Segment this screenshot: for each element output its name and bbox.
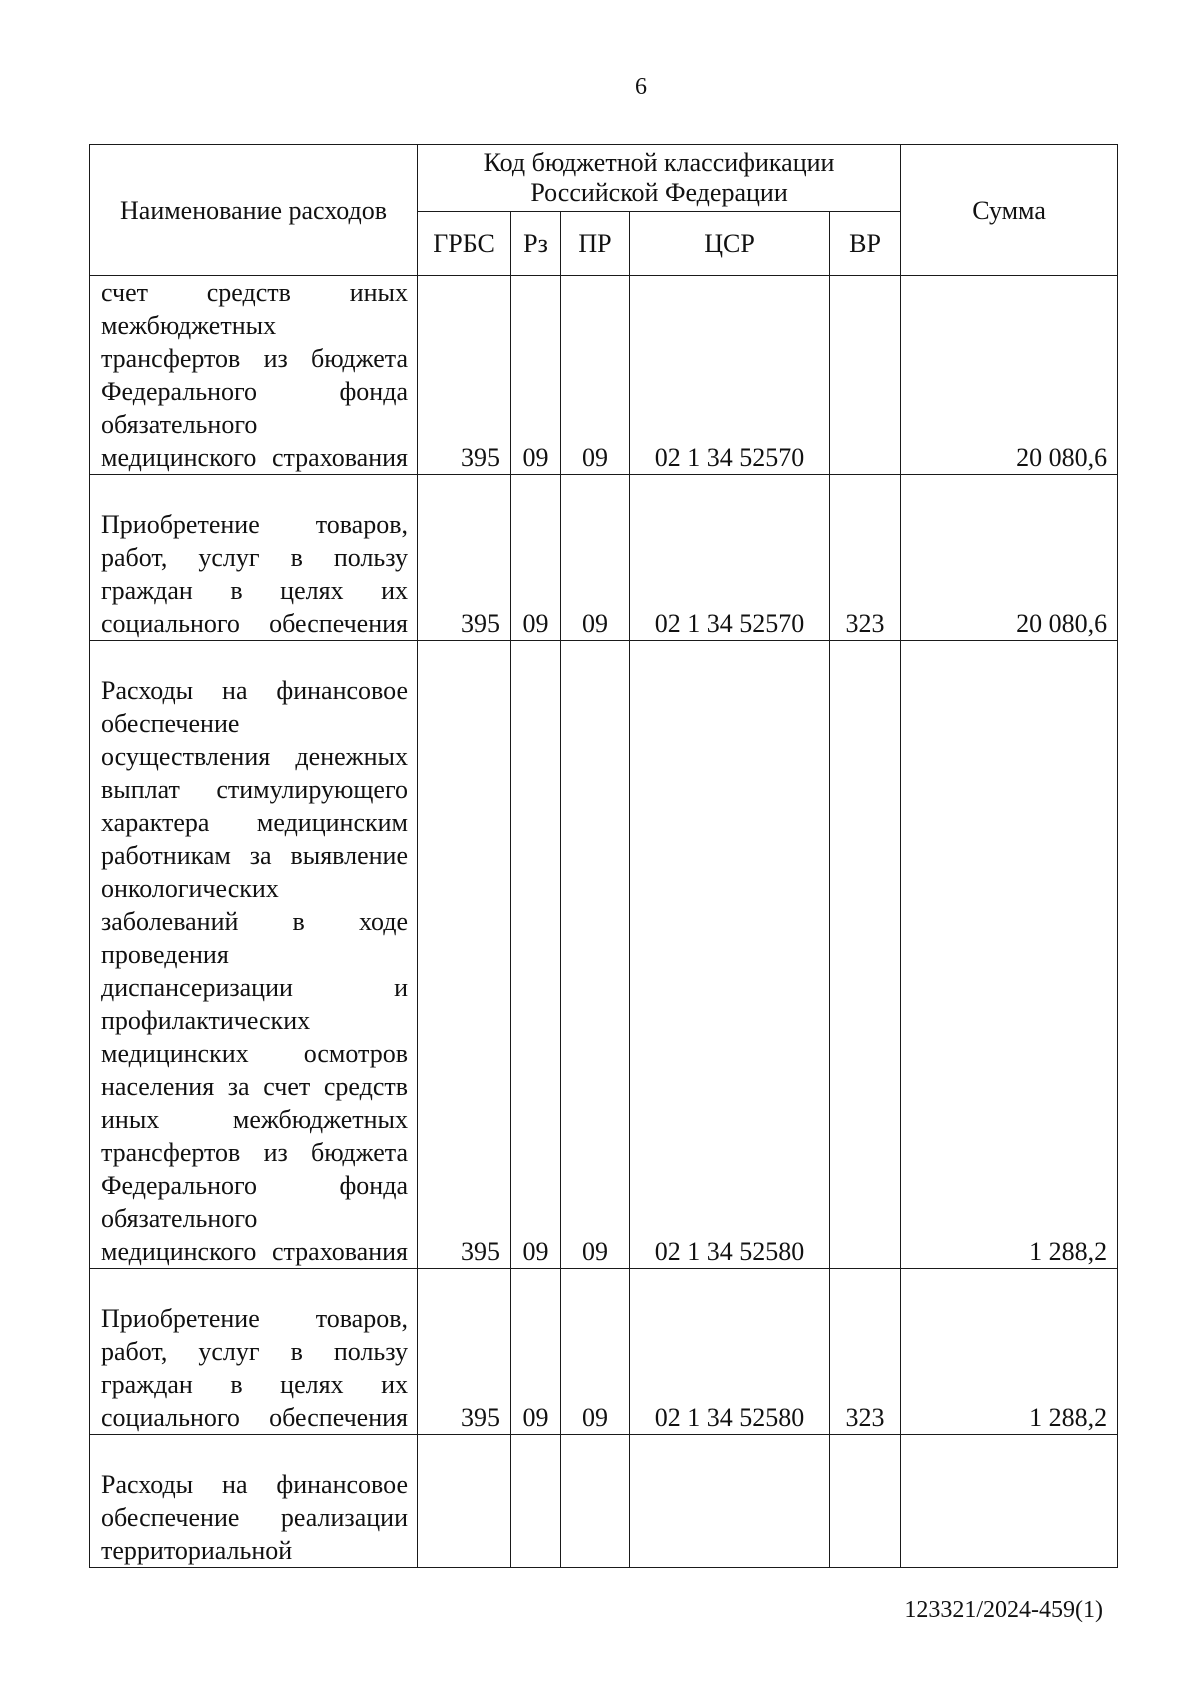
row-name-line: трансфертов из бюджета <box>101 1138 408 1167</box>
header-code-group-text: Код бюджетной классификации Российской Федерации <box>483 148 835 207</box>
row-name-line: диспансеризации и <box>101 973 408 1002</box>
row-vr <box>830 1435 901 1568</box>
row-grbs: 395 <box>418 641 511 1269</box>
row-csr: 02 1 34 52580 <box>630 1269 830 1435</box>
row-name-line: счет средств иных <box>101 278 408 307</box>
row-name-line: территориальной <box>101 1536 293 1565</box>
row-name <box>90 1435 418 1568</box>
row-name-line: проведения <box>101 940 229 969</box>
row-name <box>90 276 418 475</box>
row-name-line: работ, услуг в пользу <box>101 543 408 572</box>
table-row <box>90 641 1118 1269</box>
row-pr: 09 <box>561 276 630 475</box>
row-name-line: населения за счет средств <box>101 1072 408 1101</box>
row-name-line: Расходы на финансовое <box>101 1470 408 1499</box>
row-pr: 09 <box>561 641 630 1269</box>
row-rz: 09 <box>511 276 561 475</box>
row-name-line: обеспечение <box>101 709 240 738</box>
row-csr <box>630 1435 830 1568</box>
table-row <box>90 1435 1118 1568</box>
row-name <box>90 475 418 641</box>
row-name-line: обязательного <box>101 1204 258 1233</box>
row-name <box>90 1269 418 1435</box>
header-rz: Рз <box>511 212 561 276</box>
row-sum <box>901 1435 1118 1568</box>
row-rz <box>511 1435 561 1568</box>
row-sum: 20 080,6 <box>901 276 1118 475</box>
row-name-line: осуществления денежных <box>101 742 408 771</box>
header-code-group <box>418 145 901 212</box>
row-name-line: медицинских осмотров <box>101 1039 408 1068</box>
row-pr: 09 <box>561 475 630 641</box>
row-vr: 323 <box>830 475 901 641</box>
row-name-line: выплат стимулирующего <box>101 775 408 804</box>
table-row <box>90 475 1118 641</box>
budget-table <box>89 144 1118 1568</box>
row-name-line: граждан в целях их <box>101 576 408 605</box>
row-name-line: Федерального фонда <box>101 1171 408 1200</box>
row-name-line: Приобретение товаров, <box>101 510 408 539</box>
row-vr: 323 <box>830 1269 901 1435</box>
row-name-line: медицинского страхования <box>101 443 408 472</box>
header-vr: ВР <box>830 212 901 276</box>
table-row <box>90 1269 1118 1435</box>
row-name-line: Расходы на финансовое <box>101 676 408 705</box>
row-sum: 1 288,2 <box>901 641 1118 1269</box>
header-name: Наименование расходов <box>90 145 418 276</box>
row-name-line: граждан в целях их <box>101 1370 408 1399</box>
row-grbs: 395 <box>418 276 511 475</box>
row-grbs <box>418 1435 511 1568</box>
row-rz: 09 <box>511 475 561 641</box>
row-name-line: работникам за выявление <box>101 841 408 870</box>
row-name-line: трансфертов из бюджета <box>101 344 408 373</box>
row-name-line: обеспечение реализации <box>101 1503 408 1532</box>
row-name-line: социального обеспечения <box>101 1403 408 1432</box>
row-vr <box>830 276 901 475</box>
row-vr <box>830 641 901 1269</box>
header-csr: ЦСР <box>630 212 830 276</box>
row-name-line: работ, услуг в пользу <box>101 1337 408 1366</box>
row-csr: 02 1 34 52570 <box>630 475 830 641</box>
row-rz: 09 <box>511 641 561 1269</box>
header-pr: ПР <box>561 212 630 276</box>
document-id: 123321/2024-459(1) <box>904 1597 1103 1623</box>
row-name-line: иных межбюджетных <box>101 1105 408 1134</box>
row-name-line: медицинского страхования <box>101 1237 408 1266</box>
row-pr: 09 <box>561 1269 630 1435</box>
row-name-line: характера медицинским <box>101 808 408 837</box>
row-name-line: профилактических <box>101 1006 311 1035</box>
row-name-line: Приобретение товаров, <box>101 1304 408 1333</box>
row-csr: 02 1 34 52580 <box>630 641 830 1269</box>
header-row <box>90 145 1118 212</box>
row-sum: 20 080,6 <box>901 475 1118 641</box>
row-name-line: онкологических <box>101 874 279 903</box>
row-name-line: заболеваний в ходе <box>101 907 408 936</box>
table-row <box>90 276 1118 475</box>
row-sum: 1 288,2 <box>901 1269 1118 1435</box>
row-name-line: Федерального фонда <box>101 377 408 406</box>
row-pr <box>561 1435 630 1568</box>
header-grbs: ГРБС <box>418 212 511 276</box>
header-sum: Сумма <box>901 145 1118 276</box>
row-grbs: 395 <box>418 475 511 641</box>
row-csr: 02 1 34 52570 <box>630 276 830 475</box>
table-body <box>90 276 1118 1568</box>
row-rz: 09 <box>511 1269 561 1435</box>
row-grbs: 395 <box>418 1269 511 1435</box>
row-name-line: обязательного <box>101 410 258 439</box>
row-name-line: социального обеспечения <box>101 609 408 638</box>
page-number: 6 <box>635 74 647 100</box>
row-name <box>90 641 418 1269</box>
row-name-line: межбюджетных <box>101 311 277 340</box>
